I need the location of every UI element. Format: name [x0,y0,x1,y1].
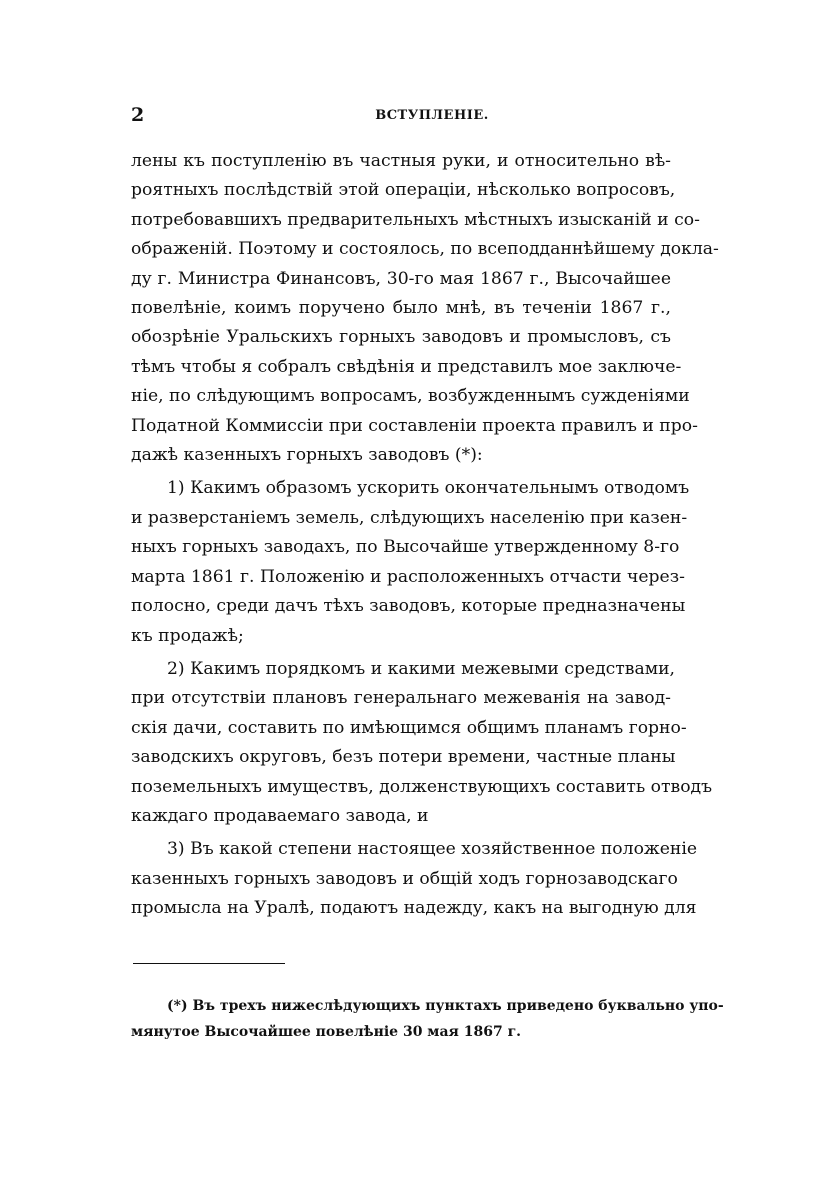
text-line: скія дачи, составить по имѣющимся общимъ планамъ горно- [131,717,687,738]
text-line: ду г. Министра Финансовъ, 30-го мая 1867 г., Высочайшее [131,268,671,289]
text-line: каждаго продаваемаго завода, и [131,805,429,826]
running-title: ВСТУПЛЕНІЕ. [375,108,489,123]
text-line: потребовавшихъ предварительныхъ мѣстныхъ изысканій и со- [131,209,700,230]
text-line: марта 1861 г. Положенію и расположенныхъ отчасти через- [131,566,685,587]
text-line: полосно, среди дачъ тѣхъ заводовъ, которые предназначены [131,596,686,617]
footnote-line: мянутое Высочайшее повелѣніе 30 мая 1867 г. [131,1024,522,1040]
text-line: тѣмъ чтобы я собралъ свѣдѣнія и представилъ мое заключе- [131,356,682,377]
text-line: промысла на Уралѣ, подаютъ надежду, какъ на выгодную для [131,898,697,919]
text-line: при отсутствіи плановъ генеральнаго межеванія на завод- [131,688,671,709]
paragraph-question-2 [131,655,713,831]
text-line: ображеній. Поэтому и состоялось, по всеподданнѣйшему докла- [131,239,719,260]
text-line: и разверстаніемъ земель, слѣдующихъ населенію при казен- [131,507,688,528]
page-number: 2 [131,104,145,126]
text-line: заводскихъ округовъ, безъ потери времени, частные планы [131,747,676,768]
footnote-divider [133,963,285,964]
paragraph-intro [131,147,719,470]
text-line: казенныхъ горныхъ заводовъ и общій ходъ горнозаводскаго [131,868,678,889]
text-line: обозрѣніе Уральскихъ горныхъ заводовъ и промысловъ, съ [131,327,671,348]
footnote [131,993,724,1045]
text-line: къ продажѣ; [131,625,244,646]
text-line: 2) Какимъ порядкомъ и какими межевыми средствами, [167,658,675,679]
paragraph-question-3 [131,835,698,923]
text-line: повелѣніе, коимъ поручено было мнѣ, въ теченіи 1867 г., [131,298,671,319]
text-line: поземельныхъ имуществъ, долженствующихъ составить отводъ [131,776,713,797]
text-line: дажѣ казенныхъ горныхъ заводовъ (*): [131,445,483,466]
paragraph-question-1 [131,474,690,650]
text-line: лены къ поступленію въ частныя руки, и относительно вѣ- [131,151,671,171]
text-line: 3) Въ какой степени настоящее хозяйственное положеніе [167,839,698,860]
body-text [131,147,719,924]
text-line: ніе, по слѣдующимъ вопросамъ, возбужденнымъ сужденіями [131,386,690,407]
text-line: Податной Коммиссіи при составленіи проекта правилъ и про- [131,415,698,436]
text-line: ныхъ горныхъ заводахъ, по Высочайше утвержденному 8-го [131,537,680,558]
text-line: роятныхъ послѣдствій этой операціи, нѣсколько вопросовъ, [131,180,676,201]
footnote-line: (*) Въ трехъ нижеслѣдующихъ пунктахъ приведено буквально упо- [167,998,724,1014]
text-line: 1) Какимъ образомъ ускорить окончательнымъ отводомъ [167,478,690,499]
